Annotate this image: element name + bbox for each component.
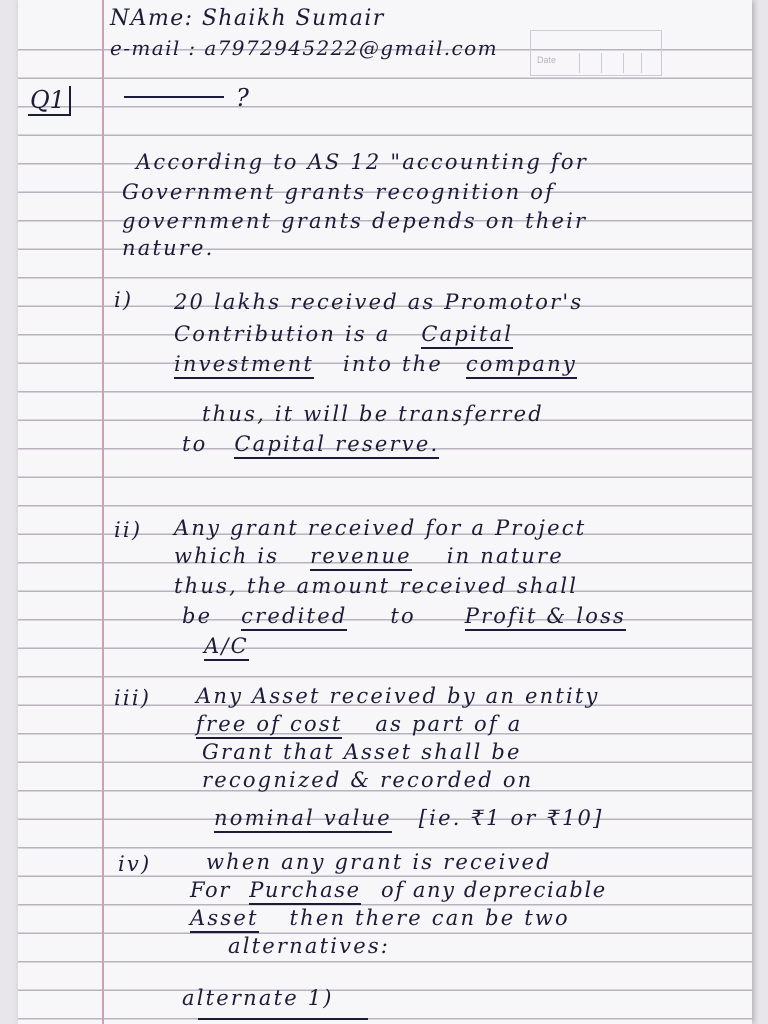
point3-example: [ie. ₹1 or ₹10] [418,806,604,830]
intro-line-3: government grants depends on their [122,209,588,233]
point4-for: For [190,878,231,902]
point2-line-4 [182,604,626,628]
point4-line-2 [190,878,607,902]
point2-ac-underlined: A/C [204,634,249,661]
notebook-page [18,0,752,1024]
point2-line-5 [204,634,249,658]
name-line: NAme: Shaikh Sumair [110,6,385,31]
date-stamp-label: Date [537,55,557,65]
email-line: e-mail : a7972945222@gmail.com [110,36,498,60]
intro-line-2: Government grants recognition of [122,180,556,204]
point4-then-two: then there can be two [289,906,570,930]
point4-asset-underlined: Asset [190,906,259,933]
point1-line-4: thus, it will be transferred [202,402,544,426]
point3-free-of-cost-underlined: free of cost [196,712,342,739]
point1-line-3 [174,352,577,376]
point2-line-3: thus, the amount received shall [174,574,579,598]
point4-line-3 [190,906,570,930]
point3-line-1: Any Asset received by an entity [196,684,600,708]
point1-label: i) [114,288,134,312]
question-number: Q1 [28,86,71,116]
point2-to: to [390,604,416,628]
point4-line-5: alternate 1) [182,986,334,1010]
point4-purchase-underlined: Purchase [249,878,361,905]
point4-line-1: when any grant is received [206,850,552,874]
point3-line-2 [196,712,522,736]
point2-revenue-underlined: revenue [310,544,412,571]
point1-to: to [182,432,208,456]
point4-label: iv) [118,852,152,876]
intro-line-1: According to AS 12 "accounting for [136,150,589,174]
point3-line-5 [214,806,604,830]
point2-which-is: which is [174,544,280,568]
point3-as-part-of: as part of a [375,712,523,736]
point1-line-2-text: Contribution is a [174,322,391,346]
point1-line-1: 20 lakhs received as Promotor's [174,290,584,314]
point2-in-nature: in nature [446,544,564,568]
point2-be: be [182,604,213,628]
question-squiggle [124,96,224,98]
point1-company-underlined: company [466,352,577,379]
point1-investment-underlined: investment [174,352,314,379]
point1-line-2 [174,322,513,346]
point1-capital-underlined: Capital [421,322,513,349]
point4-line-4: alternatives: [228,934,391,958]
point2-line-2 [174,544,564,568]
point1-capital-reserve-underlined: Capital reserve. [234,432,439,459]
point2-label: ii) [114,518,143,542]
point1-line-5 [182,432,439,456]
point2-profit-loss-underlined: Profit & loss [465,604,626,631]
point2-line-1: Any grant received for a Project [174,516,587,540]
question-mark: ? [236,84,249,112]
point3-label: iii) [114,686,152,710]
point3-line-3: Grant that Asset shall be [202,740,522,764]
point1-into-the: into the [342,352,443,376]
point3-nominal-value-underlined: nominal value [214,806,392,833]
intro-line-4: nature. [122,236,215,260]
point3-line-4: recognized & recorded on [202,768,534,792]
date-stamp [530,30,662,76]
bottom-underline [198,1018,368,1020]
point2-credited-underlined: credited [241,604,347,631]
point4-of-depreciable: of any depreciable [380,878,607,902]
